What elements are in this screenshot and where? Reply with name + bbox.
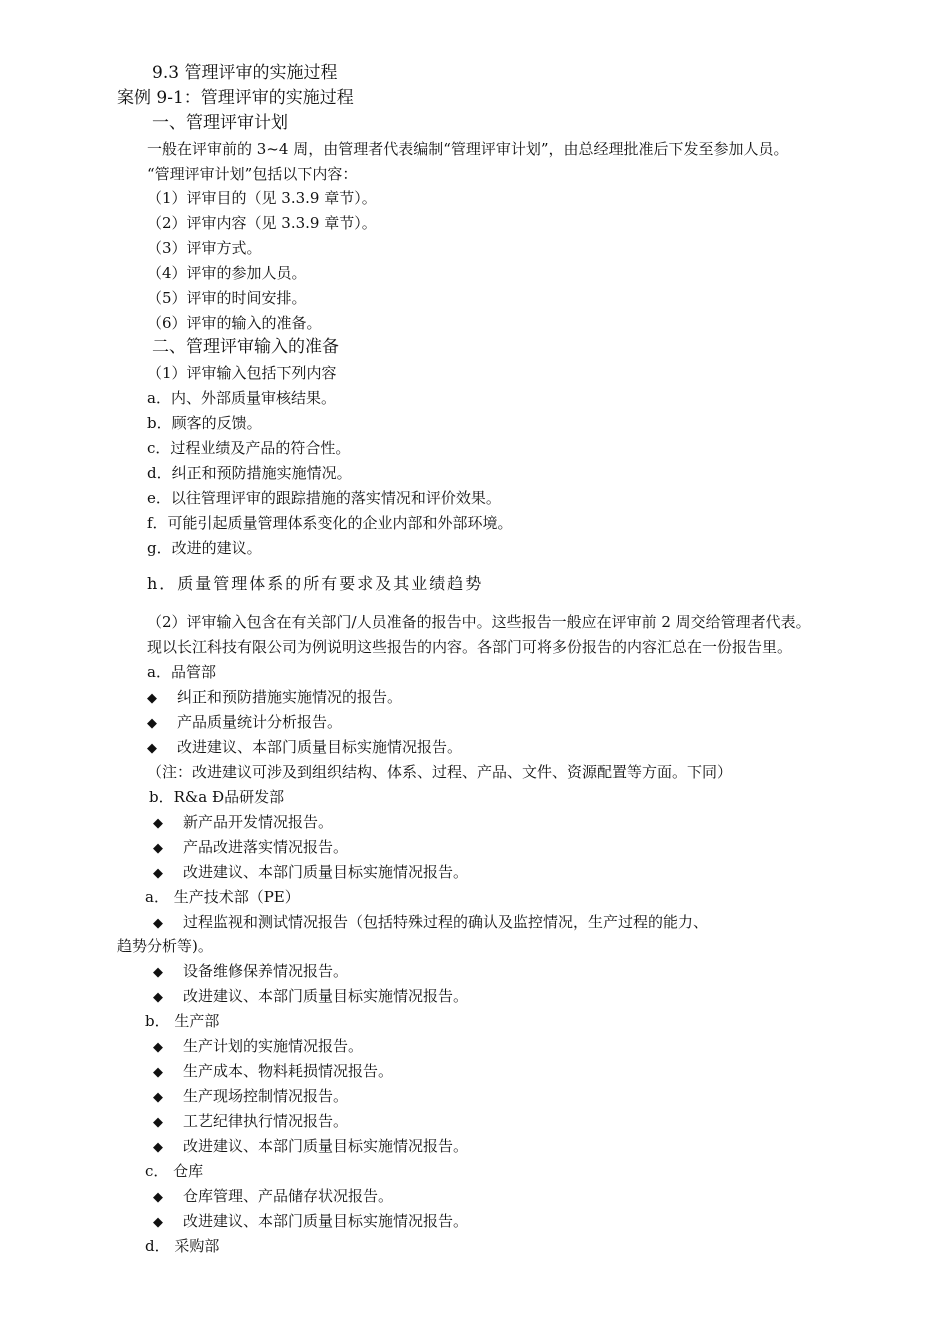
plan-item: （4）评审的参加人员。 xyxy=(147,264,307,282)
diamond-bullet-icon: ◆ xyxy=(153,1215,163,1230)
input-item: d．纠正和预防措施实施情况。 xyxy=(147,464,352,482)
bullet-item: ◆ 改进建议、本部门质量目标实施情况报告。 xyxy=(153,986,468,1008)
bullet-item: ◆ 过程监视和测试情况报告（包括特殊过程的确认及监控情况，生产过程的能力、 xyxy=(153,912,708,934)
diamond-bullet-icon: ◆ xyxy=(147,691,157,706)
note: （注：改进建议可涉及到组织结构、体系、过程、产品、文件、资源配置等方面。下同） xyxy=(147,763,733,781)
dept-wh-label: c． 仓库 xyxy=(145,1162,204,1180)
input-item: a．内、外部质量审核结果。 xyxy=(147,389,336,407)
bullet-item: ◆ 产品改进落实情况报告。 xyxy=(153,837,348,859)
bullet-item: ◆ 产品质量统计分析报告。 xyxy=(147,712,342,734)
input-item: b．顾客的反馈。 xyxy=(147,414,262,432)
bullet-item: ◆ 设备维修保养情况报告。 xyxy=(153,961,348,983)
input-heading: 二、管理评审输入的准备 xyxy=(152,337,339,357)
dept-prod-label: b． 生产部 xyxy=(145,1012,220,1030)
input-item: g．改进的建议。 xyxy=(147,539,262,557)
plan-contents-intro: “管理评审计划”包括以下内容： xyxy=(147,165,358,183)
diamond-bullet-icon: ◆ xyxy=(153,866,163,881)
diamond-bullet-icon: ◆ xyxy=(153,841,163,856)
dept-rd-label: b．R&a Ɖ品研发部 xyxy=(149,788,285,806)
diamond-bullet-icon: ◆ xyxy=(153,1140,163,1155)
bullet-item: ◆ 改进建议、本部门质量目标实施情况报告。 xyxy=(153,1211,468,1233)
input-sub2-line1: （2）评审输入包含在有关部门/人员准备的报告中。这些报告一般应在评审前 2 周交给管理者代表。 xyxy=(147,613,811,631)
plan-item: （1）评审目的（见 3.3.9 章节）。 xyxy=(147,189,377,207)
bullet-item: ◆ 纠正和预防措施实施情况的报告。 xyxy=(147,687,402,709)
plan-item: （5）评审的时间安排。 xyxy=(147,289,307,307)
bullet-item: ◆ 工艺纪律执行情况报告。 xyxy=(153,1111,348,1133)
diamond-bullet-icon: ◆ xyxy=(153,1115,163,1130)
plan-item: （2）评审内容（见 3.3.9 章节）。 xyxy=(147,214,377,232)
bullet-item: ◆ 新产品开发情况报告。 xyxy=(153,812,333,834)
input-item: e．以往管理评审的跟踪措施的落实情况和评价效果。 xyxy=(147,489,501,507)
plan-heading: 一、管理评审计划 xyxy=(152,113,288,133)
diamond-bullet-icon: ◆ xyxy=(153,990,163,1005)
dept-purch-label: d． 采购部 xyxy=(145,1237,220,1255)
diamond-bullet-icon: ◆ xyxy=(153,1065,163,1080)
bullet-item: ◆ 改进建议、本部门质量目标实施情况报告。 xyxy=(153,862,468,884)
diamond-bullet-icon: ◆ xyxy=(147,716,157,731)
bullet-item-continuation: 趋势分析等)。 xyxy=(117,937,213,955)
section-title: 9.3 管理评审的实施过程 xyxy=(152,63,338,83)
plan-paragraph: 一般在评审前的 3~4 周，由管理者代表编制“管理评审计划”，由总经理批准后下发至参加人员。 xyxy=(147,140,789,158)
bullet-item: ◆ 改进建议、本部门质量目标实施情况报告。 xyxy=(153,1136,468,1158)
bullet-item: ◆ 生产计划的实施情况报告。 xyxy=(153,1036,363,1058)
diamond-bullet-icon: ◆ xyxy=(153,1190,163,1205)
diamond-bullet-icon: ◆ xyxy=(153,916,163,931)
dept-qa-label: a．品管部 xyxy=(147,663,216,681)
plan-item: （6）评审的输入的准备。 xyxy=(147,314,322,332)
input-item: f．可能引起质量管理体系变化的企业内部和外部环境。 xyxy=(147,514,513,532)
input-sub2-line2: 现以长江科技有限公司为例说明这些报告的内容。各部门可将多份报告的内容汇总在一份报告里。 xyxy=(147,638,793,656)
case-title: 案例 9-1：管理评审的实施过程 xyxy=(117,88,354,108)
input-item: c．过程业绩及产品的符合性。 xyxy=(147,439,351,457)
input-sub1: （1）评审输入包括下列内容 xyxy=(147,364,337,382)
plan-item: （3）评审方式。 xyxy=(147,239,262,257)
diamond-bullet-icon: ◆ xyxy=(153,1040,163,1055)
bullet-item: ◆ 改进建议、本部门质量目标实施情况报告。 xyxy=(147,737,462,759)
diamond-bullet-icon: ◆ xyxy=(153,1090,163,1105)
bullet-item: ◆ 生产成本、物料耗损情况报告。 xyxy=(153,1061,393,1083)
bullet-item: ◆ 生产现场控制情况报告。 xyxy=(153,1086,348,1108)
input-item-h: h．质量管理体系的所有要求及其业绩趋势 xyxy=(147,574,484,593)
diamond-bullet-icon: ◆ xyxy=(147,741,157,756)
diamond-bullet-icon: ◆ xyxy=(153,965,163,980)
bullet-item: ◆ 仓库管理、产品储存状况报告。 xyxy=(153,1186,393,1208)
dept-pe-label: a． 生产技术部（PE） xyxy=(145,888,300,906)
diamond-bullet-icon: ◆ xyxy=(153,816,163,831)
